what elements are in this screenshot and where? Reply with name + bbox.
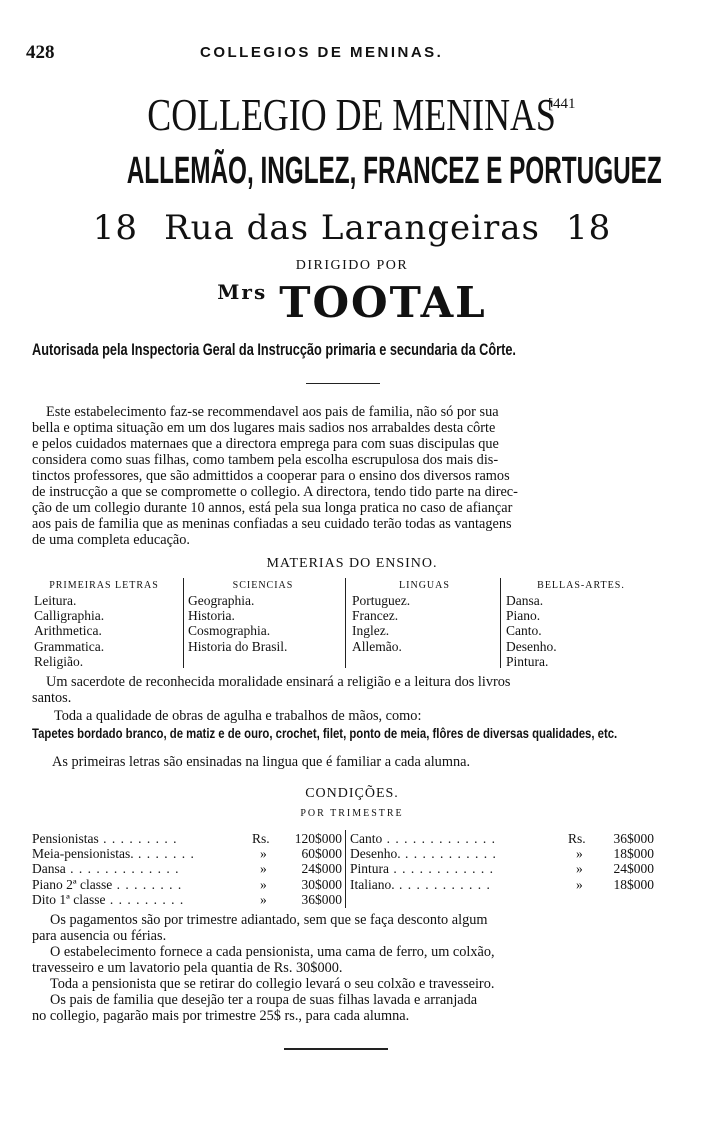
intro-line: ção de um collegio durante 10 annos, está pela sua longa pratica no caso de afiançar xyxy=(32,500,513,516)
subject-item: Francez. xyxy=(352,608,399,624)
intro-line: e pelos cuidados maternaes que a directora emprega para com suas discipulas que xyxy=(32,436,499,452)
body-paragraph xyxy=(32,674,656,724)
subjects-heading: MATERIAS DO ENSINO. xyxy=(266,556,438,571)
fee-row: Dansa . . . . . . . . . . . . . » 24$000 xyxy=(32,861,342,877)
intro-line: Este estabelecimento faz-se recommendavel aos pais de familia, não só por sua xyxy=(46,404,499,420)
subject-item: Religião. xyxy=(34,653,84,669)
body-line: Toda a qualidade de obras de agulha e trabalhos de mãos, como: xyxy=(54,708,422,724)
fee-label: Dito 1ª classe xyxy=(32,891,106,907)
closing-line: no collegio, pagarão mais por trimestre 25$ rs., para cada alumna. xyxy=(32,1008,410,1024)
subject-item: Canto. xyxy=(506,623,542,639)
fee-currency: Rs. xyxy=(568,831,586,846)
fee-row: Pensionistas . . . . . . . . . Rs. 120$000 xyxy=(32,831,342,846)
subject-item: Historia. xyxy=(188,608,235,624)
fee-amount: 120$000 xyxy=(294,831,342,846)
subjects-column xyxy=(188,593,287,654)
address-number-left: 18 xyxy=(92,208,139,248)
column-separator xyxy=(183,578,184,668)
director xyxy=(0,278,704,327)
advert-title: COLLEGIO DE MENINAS xyxy=(147,89,556,140)
fee-currency: Rs. xyxy=(252,831,270,846)
subject-item: Pintura. xyxy=(506,653,549,669)
margin-note: [441 xyxy=(548,96,576,112)
subject-item: Geographia. xyxy=(188,593,255,608)
address xyxy=(0,208,704,248)
fee-ditto: » xyxy=(576,861,583,877)
subject-item: Historia do Brasil. xyxy=(188,638,288,654)
subject-item: Calligraphia. xyxy=(34,608,105,624)
languages-heading: ALLEMÃO, INGLEZ, FRANCEZ E PORTUGUEZ xyxy=(126,150,662,192)
column-separator xyxy=(500,578,501,668)
closing-line: O estabelecimento fornece a cada pensionista, uma cama de ferro, um colxão, xyxy=(50,944,495,960)
needlework-line: Tapetes bordado branco, de matiz e de ouro, crochet, filet, ponto de meia, flôres de diversas qualidades, etc. xyxy=(32,725,618,741)
subject-item: Dansa. xyxy=(506,593,544,608)
fee-amount: 18$000 xyxy=(613,846,654,862)
subject-item: Desenho. xyxy=(506,638,557,654)
intro-line: bella e optima situação em um dos lugares mais sadios nos arrabaldes desta côrte xyxy=(32,420,496,436)
fee-row: Meia-pensionistas. . . . . . . . » 60$000 xyxy=(32,846,342,862)
divider xyxy=(306,383,380,384)
fee-label: Pensionistas xyxy=(32,831,99,846)
fee-row: Pintura . . . . . . . . . . . . » 24$000 xyxy=(350,861,654,877)
body-line: santos. xyxy=(32,690,72,706)
fees-left-column xyxy=(32,831,344,907)
subject-item: Inglez. xyxy=(352,623,390,639)
subjects-column xyxy=(352,593,410,654)
subject-item: Allemão. xyxy=(352,638,402,654)
closing-line: Toda a pensionista que se retirar do collegio levará o seu colxão e travesseiro. xyxy=(50,976,495,992)
directed-by: DIRIGIDO POR xyxy=(295,258,409,273)
page-number: 428 xyxy=(26,42,55,63)
fee-label: Canto xyxy=(350,831,383,846)
subjects-column-header: PRIMEIRAS LETRAS xyxy=(49,580,159,591)
fee-amount: 24$000 xyxy=(613,861,654,877)
conditions-heading: CONDIÇÕES. xyxy=(305,786,399,801)
subject-item: Portuguez. xyxy=(352,593,411,608)
fee-row: Piano 2ª classe . . . . . . . . » 30$000 xyxy=(32,876,342,892)
conditions-subheading: POR TRIMESTRE xyxy=(300,808,404,819)
authorisation-line: Autorisada pela Inspectoria Geral da Instrucção primaria e secundaria da Côrte. xyxy=(32,340,516,359)
fee-ditto: » xyxy=(576,876,583,892)
fee-label: Desenho. xyxy=(350,846,401,862)
fee-row: Canto . . . . . . . . . . . . . Rs. 36$000 xyxy=(350,831,654,846)
closing-line: Os pais de familia que desejão ter a roupa de suas filhas lavada e arranjada xyxy=(50,992,478,1008)
intro-line: de uma completa educação. xyxy=(32,532,190,548)
fee-ditto: » xyxy=(260,846,267,862)
subjects-column-header: BELLAS-ARTES. xyxy=(537,580,625,591)
fee-row: Desenho. . . . . . . . . . . . » 18$000 xyxy=(350,846,654,862)
body-line: As primeiras letras são ensinadas na lingua que é familiar a cada alumna. xyxy=(52,754,471,770)
fee-amount: 18$000 xyxy=(613,876,654,892)
subject-item: Leitura. xyxy=(34,593,77,608)
fee-row: Dito 1ª classe . . . . . . . . . » 36$000 xyxy=(32,891,342,907)
intro-paragraph xyxy=(32,404,656,548)
end-rule xyxy=(284,1048,388,1050)
closing-paragraph xyxy=(32,912,656,1024)
subjects-column-header: LINGUAS xyxy=(399,580,450,591)
address-street: Rua das Larangeiras xyxy=(164,208,540,248)
director-name: TOOTAL xyxy=(279,278,487,327)
closing-line: para ausencia ou férias. xyxy=(32,928,167,944)
intro-line: considera como suas filhas, como tambem pela escolha escrupulosa dos mais dis- xyxy=(32,452,499,468)
fee-ditto: » xyxy=(576,846,583,862)
fee-label: Piano 2ª classe xyxy=(32,876,113,892)
fees-separator xyxy=(345,830,346,908)
intro-line: de instrucção a que se compromette o collegio. A directora, tendo tido parte na direc- xyxy=(32,484,518,500)
subjects-column xyxy=(506,593,557,669)
fee-amount: 60$000 xyxy=(301,846,342,862)
subject-item: Arithmetica. xyxy=(34,623,102,639)
intro-line: aos pais de familia que as meninas confiadas a seu cuidado terão todas as vantagens xyxy=(32,516,512,532)
subjects-column-header: SCIENCIAS xyxy=(232,580,294,591)
address-number-right: 18 xyxy=(565,208,612,248)
subject-item: Grammatica. xyxy=(34,638,105,654)
fee-ditto: » xyxy=(260,891,267,907)
fee-amount: 24$000 xyxy=(301,861,342,877)
body-line: Um sacerdote de reconhecida moralidade ensinará a religião e a leitura dos livros xyxy=(46,674,511,690)
fee-amount: 30$000 xyxy=(301,876,342,892)
running-title: COLLEGIOS DE MENINAS. xyxy=(200,44,444,61)
fee-label: Dansa xyxy=(32,861,66,877)
fees-right-column xyxy=(350,831,656,892)
subjects-column xyxy=(34,593,104,669)
intro-line: tinctos professores, que são admittidos a cooperar para o ensino dos diversos ramos xyxy=(32,468,510,484)
fee-row: Italiano. . . . . . . . . . . . » 18$000 xyxy=(350,876,654,892)
fee-label: Meia-pensionistas. xyxy=(32,846,134,862)
fee-ditto: » xyxy=(260,876,267,892)
fee-amount: 36$000 xyxy=(613,831,654,846)
closing-line: Os pagamentos são por trimestre adiantado, sem que se faça desconto algum xyxy=(50,912,488,928)
closing-line: travesseiro e um lavatorio pela quantia de Rs. 30$000. xyxy=(32,960,343,976)
fee-label: Italiano. xyxy=(350,876,395,892)
fee-amount: 36$000 xyxy=(301,891,342,907)
fee-ditto: » xyxy=(260,861,267,877)
column-separator xyxy=(345,578,346,668)
director-prefix: Mrs xyxy=(217,280,268,304)
subject-item: Piano. xyxy=(506,608,541,624)
fee-label: Pintura xyxy=(350,861,389,877)
subject-item: Cosmographia. xyxy=(188,623,271,639)
